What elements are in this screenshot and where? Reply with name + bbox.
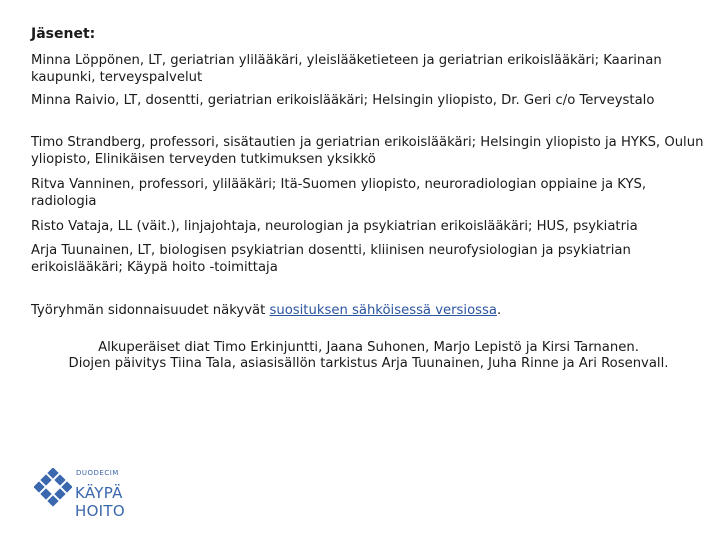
kaypa-hoito-logo xyxy=(34,464,174,520)
logo-duodecim-text: DUODECIM xyxy=(76,469,119,477)
member-entry: Risto Vataja, LL (väit.), linjajohtaja, neurologian ja psykiatrian erikoislääkäri; HUS, psykiatria xyxy=(31,219,638,234)
section-heading: Jäsenet: xyxy=(31,26,96,42)
credits-line-update: Diojen päivitys Tiina Tala, asiasisällön tarkistus Arja Tuunainen, Juha Rinne ja Ari Rosenvall. xyxy=(68,356,669,371)
duodecim-diamond-icon xyxy=(34,468,72,508)
disclosure-prefix: Työryhmän sidonnaisuudet näkyvät xyxy=(31,303,270,318)
electronic-version-link[interactable]: suosituksen sähköisessä versiossa xyxy=(269,303,497,318)
disclosure-text xyxy=(31,302,711,319)
credits xyxy=(0,340,720,372)
member-entry: Ritva Vanninen, professori, ylilääkäri; Itä-Suomen yliopisto, neuroradiologian oppiaine ja KYS, radiologia xyxy=(31,177,647,209)
member-entry: Minna Löppönen, LT, geriatrian ylilääkäri, yleislääketieteen ja geriatrian erikoislääkäri; Kaarinan kaupunki, terveyspalvelut xyxy=(31,53,662,85)
disclosure-suffix: . xyxy=(496,303,502,318)
member-entry: Minna Raivio, LT, dosentti, geriatrian erikoislääkäri; Helsingin yliopisto, Dr. Geri c/o Terveystalo xyxy=(31,93,655,108)
logo-kaypa-hoito-text: KÄYPÄ HOITO xyxy=(75,484,125,520)
member-entry: Timo Strandberg, professori, sisätautien ja geriatrian erikoislääkäri; Helsingin yliopisto ja HYKS, Oulun yliopisto, Elinikäisen terveyden tutkimuksen yksikkö xyxy=(31,135,704,167)
member-entry: Arja Tuunainen, LT, biologisen psykiatrian dosentti, kliinisen neurofysiologian ja psykiatrian erikoislääkäri; Käypä hoito -toimittaja xyxy=(31,243,631,275)
credits-line-original: Alkuperäiset diat Timo Erkinjuntti, Jaana Suhonen, Marjo Lepistö ja Kirsi Tarnanen. xyxy=(98,340,639,355)
